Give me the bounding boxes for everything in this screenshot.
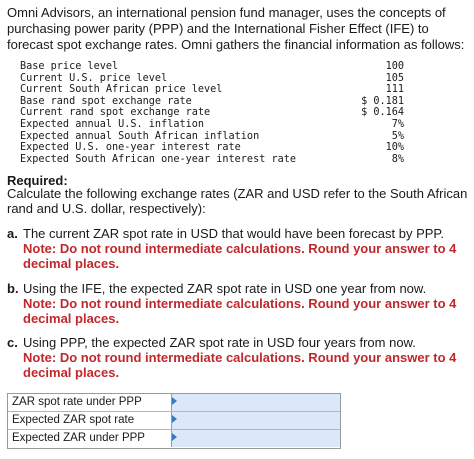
financial-info-label: Expected annual South African inflation <box>20 130 260 142</box>
question-b <box>7 281 469 326</box>
financial-info-row <box>20 119 404 131</box>
financial-info-value: $ 0.181 <box>361 95 404 107</box>
financial-info-label: Current U.S. price level <box>20 72 168 84</box>
financial-info-value: 111 <box>385 84 404 96</box>
answer-row <box>8 412 340 430</box>
answer-label: ZAR spot rate under PPP <box>8 394 172 411</box>
answer-cell <box>172 394 340 411</box>
financial-info-row <box>20 107 404 119</box>
financial-info-value: 5% <box>391 130 404 142</box>
answer-label: Expected ZAR under PPP <box>8 430 172 447</box>
answer-table <box>7 393 341 449</box>
question-text: Using the IFE, the expected ZAR spot rate in USD one year from now. <box>23 281 427 296</box>
required-heading: Required: <box>7 173 68 188</box>
financial-info-row <box>20 96 404 108</box>
question-c <box>7 335 469 380</box>
financial-info-row <box>20 142 404 154</box>
financial-info-value: 8% <box>391 153 404 165</box>
financial-info-row <box>20 131 404 143</box>
question-label: c. <box>7 335 18 350</box>
financial-info-value: 7% <box>391 118 404 130</box>
cell-marker-icon <box>172 415 177 423</box>
question-label: a. <box>7 226 18 241</box>
required-text: Calculate the following exchange rates (ZAR and USD refer to the South African rand and U.S. dollar, respectively): <box>7 186 468 216</box>
financial-info-label: Base rand spot exchange rate <box>20 95 192 107</box>
financial-info-row <box>20 73 404 85</box>
question-text: Using PPP, the expected ZAR spot rate in USD four years from now. <box>23 335 416 350</box>
financial-info-row <box>20 61 404 73</box>
financial-info-row <box>20 84 404 96</box>
cell-marker-icon <box>172 397 177 405</box>
intro-paragraph: Omni Advisors, an international pension fund manager, uses the concepts of purchasing power parity (PPP) and the International Fisher Effect (IFE) to forecast spot exchange rates. Omni gathers the financial information as follows: <box>7 5 465 52</box>
financial-info-value: 10% <box>385 142 404 154</box>
question-note: Note: Do not round intermediate calculations. Round your answer to 4 decimal places. <box>23 350 457 380</box>
financial-info-row <box>20 154 404 166</box>
cell-marker-icon <box>172 433 177 441</box>
answer-cell <box>172 430 340 447</box>
financial-info-label: Current South African price level <box>20 84 223 96</box>
financial-info-value: 100 <box>385 61 404 72</box>
answer-cell <box>172 412 340 429</box>
financial-info-label: Expected South African one-year interest rate <box>20 153 297 165</box>
question-note: Note: Do not round intermediate calculations. Round your answer to 4 decimal places. <box>23 296 457 326</box>
question-label: b. <box>7 281 19 296</box>
answer-label: Expected ZAR spot rate <box>8 412 172 429</box>
financial-info-table <box>20 61 404 165</box>
question-text: The current ZAR spot rate in USD that would have been forecast by PPP. <box>23 226 445 241</box>
financial-info-label: Expected U.S. one-year interest rate <box>20 142 241 154</box>
financial-info-label: Base price level <box>20 61 119 72</box>
question-a <box>7 226 469 271</box>
financial-info-label: Expected annual U.S. inflation <box>20 118 205 130</box>
zar-spot-rate-ppp-input[interactable] <box>172 394 340 411</box>
financial-info-value: 105 <box>385 72 404 84</box>
answer-row <box>8 394 340 412</box>
financial-info-label: Current rand spot exchange rate <box>20 107 211 119</box>
answer-row <box>8 430 340 447</box>
financial-info-value: $ 0.164 <box>361 107 404 119</box>
expected-zar-ppp-input[interactable] <box>172 430 340 447</box>
expected-zar-spot-rate-input[interactable] <box>172 412 340 429</box>
question-note: Note: Do not round intermediate calculations. Round your answer to 4 decimal places. <box>23 241 457 271</box>
